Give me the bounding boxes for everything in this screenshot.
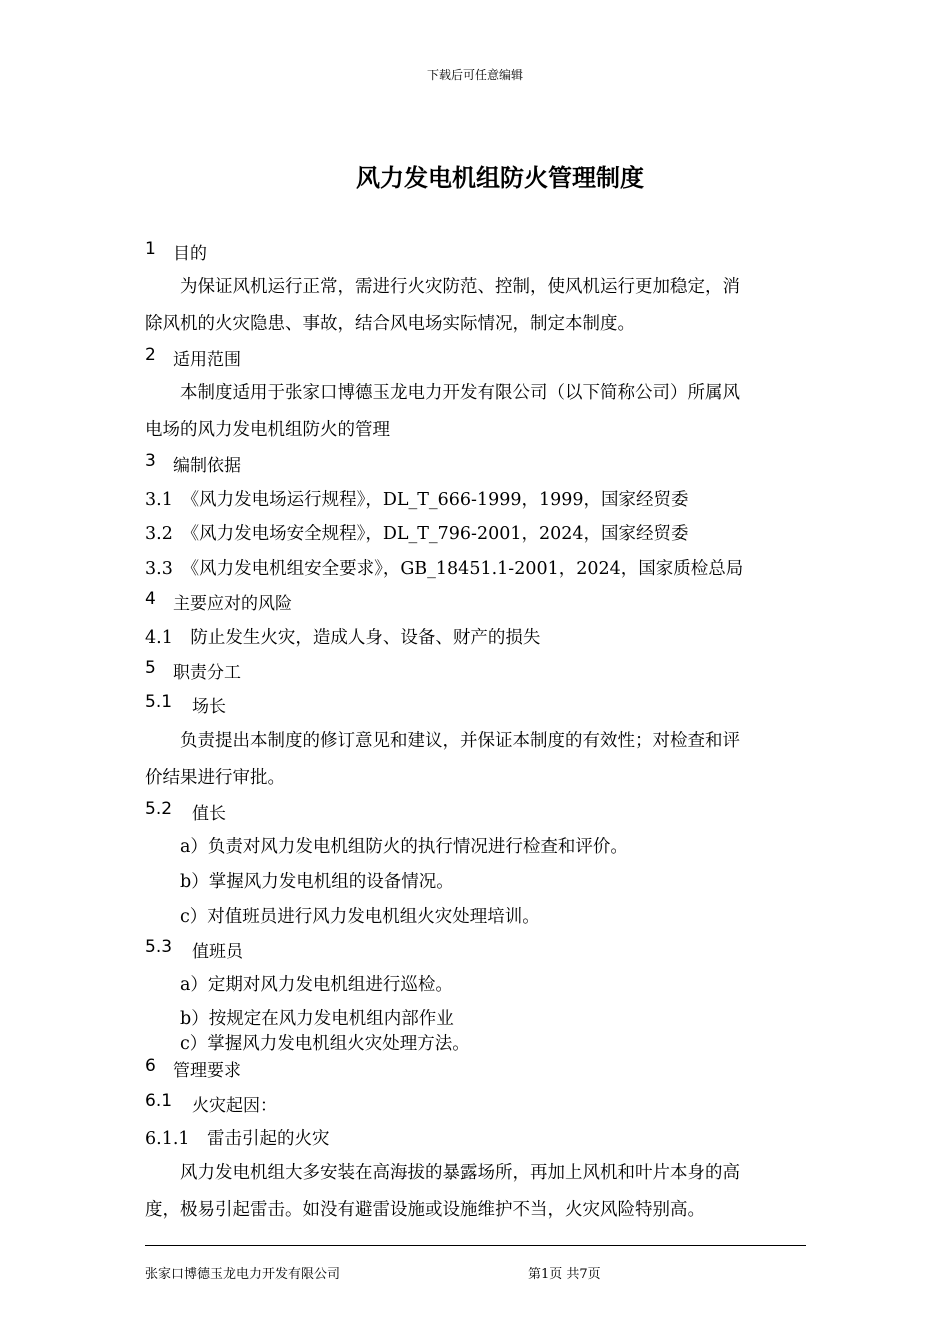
duty-item: c）掌握风力发电机组火灾处理方法。 (180, 1034, 470, 1054)
page-header: 下载后可任意编辑 (426, 68, 523, 82)
subsection-5-3-title: 值班员 (192, 942, 243, 962)
section-3-number: 3 (145, 451, 156, 471)
subsection-6-1-number: 6.1 (145, 1091, 173, 1111)
duty-item: b）按规定在风力发电机组内部作业 (180, 1009, 454, 1029)
section-1-number: 1 (145, 239, 156, 259)
paragraph-line: 电场的风力发电机组防火的管理 (145, 420, 390, 440)
subsection-5-1-title: 场长 (192, 697, 226, 717)
section-6-number: 6 (145, 1056, 156, 1076)
section-5-number: 5 (145, 658, 156, 678)
reference-item: 3.2 《风力发电场安全规程》，DL_T_796-2001，2024，国家经贸委 (145, 524, 689, 544)
subsection-6-1-title: 火灾起因： (192, 1096, 277, 1116)
section-1-title: 目的 (173, 244, 207, 264)
risk-item: 4.1 防止发生火灾，造成人身、设备、财产的损失 (145, 628, 541, 648)
paragraph-line: 为保证风机运行正常，需进行火灾防范、控制，使风机运行更加稳定，消 (180, 277, 740, 297)
footer-company: 张家口博德玉龙电力开发有限公司 (145, 1267, 341, 1282)
duty-item: c）对值班员进行风力发电机组火灾处理培训。 (180, 907, 540, 927)
footer-page-number: 第1页 共7页 (528, 1267, 601, 1282)
section-2-number: 2 (145, 345, 156, 365)
reference-item: 3.3 《风力发电机组安全要求》，GB_18451.1-2001，2024，国家质检总局 (145, 559, 744, 579)
duty-item: b）掌握风力发电机组的设备情况。 (180, 872, 454, 892)
reference-item: 3.1 《风力发电场运行规程》，DL_T_666-1999，1999，国家经贸委 (145, 490, 689, 510)
paragraph-line: 价结果进行审批。 (145, 768, 285, 788)
duty-item: a）定期对风力发电机组进行巡检。 (180, 975, 453, 995)
section-4-number: 4 (145, 589, 156, 609)
subsection-6-1-1: 6.1.1 雷击引起的火灾 (145, 1129, 330, 1149)
subsection-5-3-number: 5.3 (145, 937, 173, 957)
document-title: 风力发电机组防火管理制度 (356, 164, 644, 192)
subsection-5-2-title: 值长 (192, 804, 226, 824)
paragraph-line: 除风机的火灾隐患、事故，结合风电场实际情况，制定本制度。 (145, 314, 635, 334)
subsection-5-2-number: 5.2 (145, 799, 173, 819)
section-5-title: 职责分工 (173, 663, 241, 683)
subsection-5-1-number: 5.1 (145, 692, 173, 712)
paragraph-line: 风力发电机组大多安装在高海拔的暴露场所，再加上风机和叶片本身的高 (180, 1163, 740, 1183)
paragraph-line: 本制度适用于张家口博德玉龙电力开发有限公司（以下简称公司）所属风 (180, 383, 740, 403)
section-3-title: 编制依据 (173, 456, 241, 476)
section-6-title: 管理要求 (173, 1061, 241, 1081)
paragraph-line: 度，极易引起雷击。如没有避雷设施或设施维护不当，火灾风险特别高。 (145, 1200, 705, 1220)
paragraph-line: 负责提出本制度的修订意见和建议，并保证本制度的有效性；对检查和评 (180, 731, 740, 751)
duty-item: a）负责对风力发电机组防火的执行情况进行检查和评价。 (180, 837, 628, 857)
section-2-title: 适用范围 (173, 350, 241, 370)
footer-divider (145, 1245, 806, 1246)
section-4-title: 主要应对的风险 (173, 594, 292, 614)
